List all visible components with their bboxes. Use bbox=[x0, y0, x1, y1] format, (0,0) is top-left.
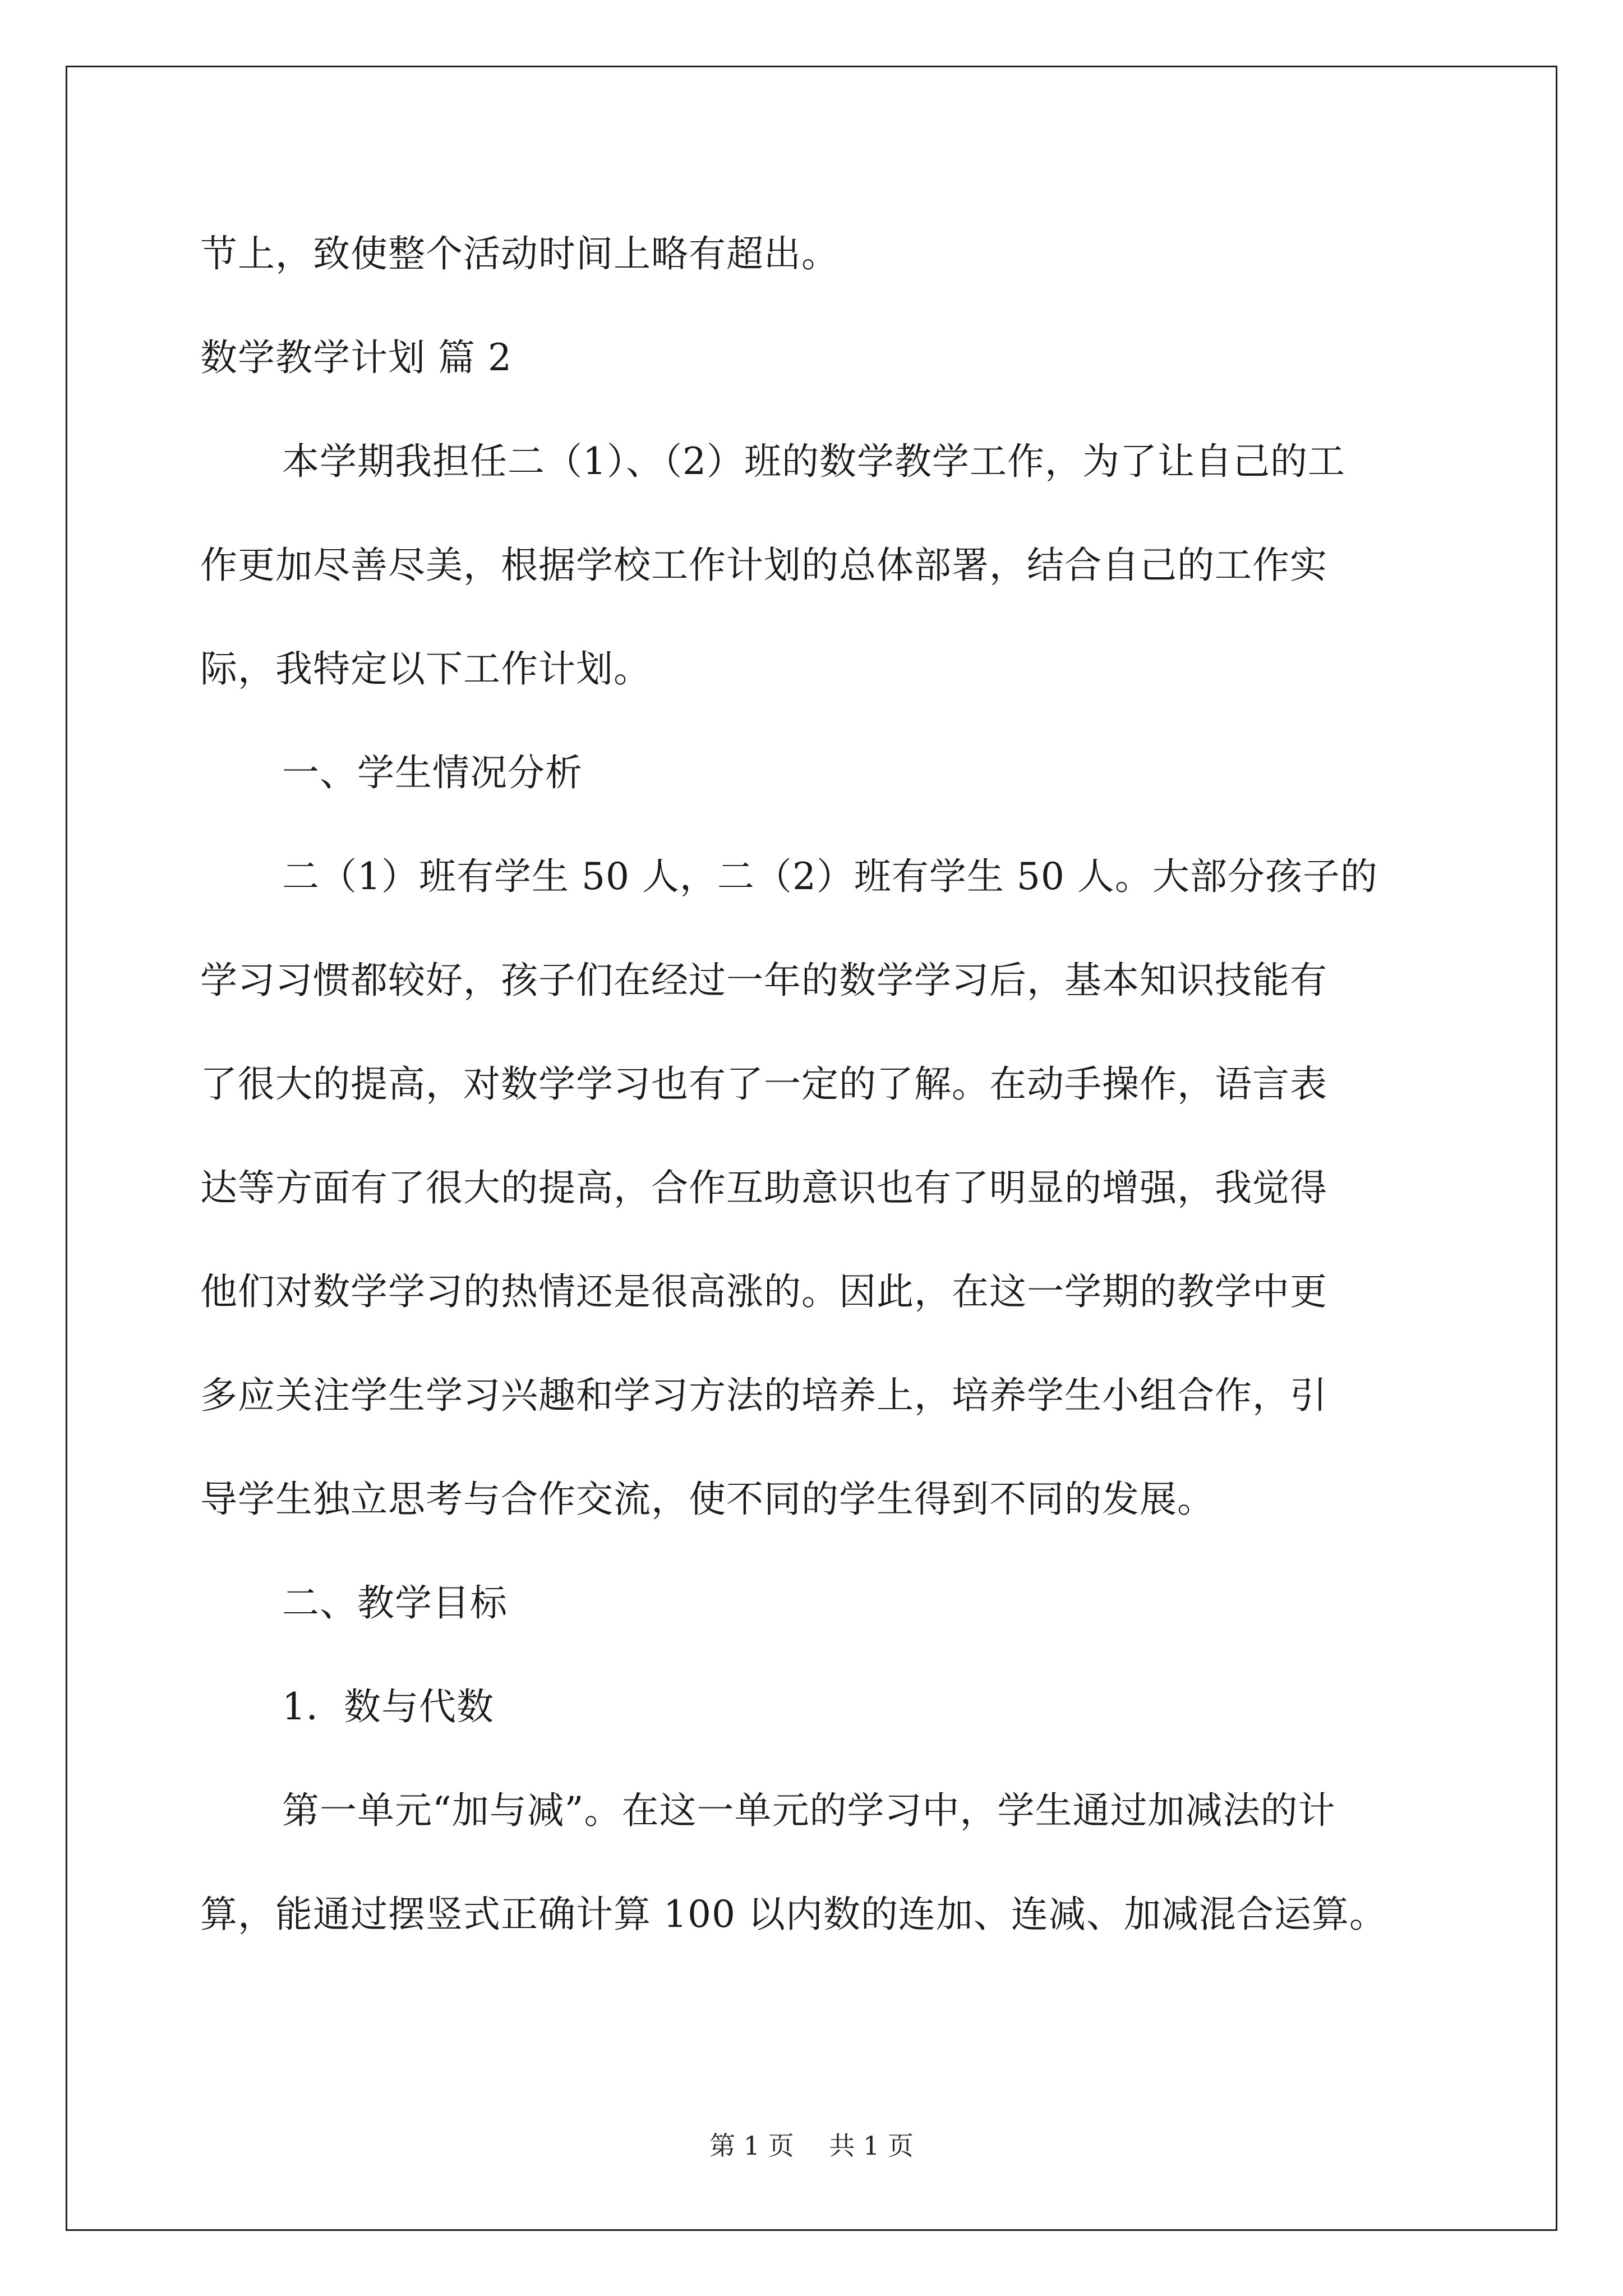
text-line: 作更加尽善尽美，根据学校工作计划的总体部署，结合自己的工作实 bbox=[200, 544, 1327, 587]
page-number: 第 1 页 bbox=[709, 2131, 794, 2161]
subsection-heading: 一、学生情况分析 bbox=[282, 751, 583, 794]
text-line: 多应关注学生学习兴趣和学习方法的培养上，培养学生小组合作，引 bbox=[200, 1374, 1327, 1417]
page-footer bbox=[0, 2133, 1623, 2159]
section-heading: 数学教学计划 篇 2 bbox=[200, 336, 512, 379]
text-line: 导学生独立思考与合作交流，使不同的学生得到不同的发展。 bbox=[200, 1478, 1215, 1521]
text-line: 达等方面有了很大的提高，合作互助意识也有了明显的增强，我觉得 bbox=[200, 1166, 1327, 1209]
text-line: 本学期我担任二（1）、（2）班的数学教学工作，为了让自己的工 bbox=[282, 440, 1345, 483]
text-line: 际，我特定以下工作计划。 bbox=[200, 647, 651, 691]
text-line: 学习习惯都较好，孩子们在经过一年的数学学习后，基本知识技能有 bbox=[200, 959, 1327, 1002]
page-total: 共 1 页 bbox=[829, 2131, 914, 2161]
text-line: 第一单元“加与减”。在这一单元的学习中，学生通过加减法的计 bbox=[282, 1789, 1336, 1832]
text-line: 节上，致使整个活动时间上略有超出。 bbox=[200, 232, 839, 275]
text-line: 二（1）班有学生 50 人，二（2）班有学生 50 人。大部分孩子的 bbox=[282, 855, 1378, 898]
text-line: 了很大的提高，对数学学习也有了一定的了解。在动手操作，语言表 bbox=[200, 1062, 1327, 1106]
text-line: 算，能通过摆竖式正确计算 100 以内数的连加、连减、加减混合运算。 bbox=[200, 1893, 1387, 1936]
subsection-heading: 1．数与代数 bbox=[282, 1685, 494, 1728]
subsection-heading: 二、教学目标 bbox=[282, 1581, 508, 1625]
text-line: 他们对数学学习的热情还是很高涨的。因此，在这一学期的教学中更 bbox=[200, 1270, 1327, 1313]
